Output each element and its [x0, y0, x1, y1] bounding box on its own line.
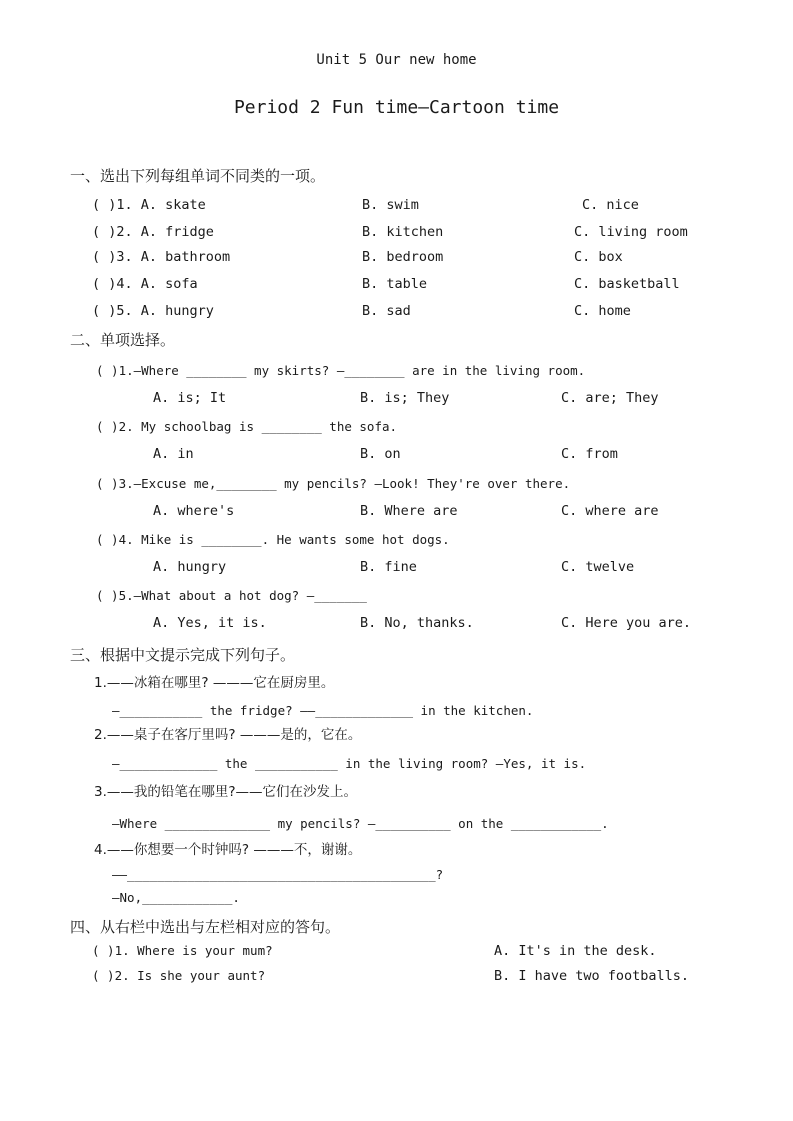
s2-q5-c: C. Here you are. [561, 615, 692, 631]
s1-q2-b: B. kitchen [362, 224, 444, 240]
s2-q4: ( )4. Mike is ________. He wants some hot dogs. [96, 532, 450, 547]
s3-q1-prompt: 1.——冰箱在哪里? ———它在厨房里。 [94, 675, 335, 691]
s1-q5-b: B. sad [362, 303, 411, 319]
unit-title: Unit 5 Our new home [316, 52, 477, 68]
s1-q2-c: C. living room [574, 224, 688, 240]
period-title: Period 2 Fun time—Cartoon time [233, 97, 560, 118]
s4-a1: A. It's in the desk. [494, 943, 657, 959]
s1-q5: ( )5. A. hungry [92, 303, 214, 319]
s3-q4-answer: ——_________________________________________? [112, 867, 444, 882]
s2-q3-c: C. where are [561, 503, 659, 519]
s3-q4-answer-2: —No,____________. [112, 890, 240, 905]
s2-q4-c: C. twelve [561, 559, 635, 575]
s2-q3-a: A. where's [153, 503, 235, 519]
s1-q4-b: B. table [362, 276, 428, 292]
s2-q4-a: A. hungry [153, 559, 227, 575]
s3-q4-prompt: 4.——你想要一个时钟吗? ———不，谢谢。 [94, 842, 362, 858]
s3-q2-prompt: 2.——桌子在客厅里吗? ———是的，它在。 [94, 727, 362, 743]
s2-q1-c: C. are; They [561, 390, 659, 406]
s1-q1-b: B. swim [362, 197, 419, 213]
s2-q2-b: B. on [360, 446, 401, 462]
s2-q1-b: B. is; They [360, 390, 450, 406]
s3-q1-answer: —___________ the fridge? ——_____________ in the kitchen. [112, 703, 534, 718]
s2-q5: ( )5.—What about a hot dog? —_______ [96, 588, 367, 603]
section-4-heading: 四、从右栏中选出与左栏相对应的答句。 [70, 918, 341, 936]
s4-q2: ( )2. Is she your aunt? [92, 968, 266, 983]
s1-q4: ( )4. A. sofa [92, 276, 198, 292]
s4-q1: ( )1. Where is your mum? [92, 943, 273, 958]
s4-a2: B. I have two footballs. [494, 968, 690, 984]
s2-q3: ( )3.—Excuse me,________ my pencils? —Look! They're over there. [96, 476, 571, 491]
s2-q5-b: B. No, thanks. [360, 615, 474, 631]
s2-q2: ( )2. My schoolbag is ________ the sofa. [96, 419, 398, 434]
s2-q2-a: A. in [153, 446, 194, 462]
section-1-heading: 一、选出下列每组单词不同类的一项。 [70, 167, 326, 185]
s2-q2-c: C. from [561, 446, 618, 462]
s1-q3-b: B. bedroom [362, 249, 444, 265]
s2-q1: ( )1.—Where ________ my skirts? —________ are in the living room. [96, 363, 586, 378]
section-3-heading: 三、根据中文提示完成下列句子。 [70, 646, 296, 664]
s1-q1-c: C. nice [582, 197, 639, 213]
s1-q2: ( )2. A. fridge [92, 224, 214, 240]
s3-q2-answer: —_____________ the ___________ in the living room? —Yes, it is. [112, 756, 587, 771]
s2-q3-b: B. Where are [360, 503, 458, 519]
s1-q4-c: C. basketball [574, 276, 680, 292]
s3-q3-prompt: 3.——我的铅笔在哪里?——它们在沙发上。 [94, 784, 358, 800]
s2-q1-a: A. is; It [153, 390, 227, 406]
s1-q3-c: C. box [574, 249, 623, 265]
s2-q5-a: A. Yes, it is. [153, 615, 267, 631]
s2-q4-b: B. fine [360, 559, 417, 575]
s1-q1: ( )1. A. skate [92, 197, 206, 213]
s1-q5-c: C. home [574, 303, 631, 319]
s3-q3-answer: —Where ______________ my pencils? —__________ on the ____________. [112, 816, 609, 831]
s1-q3: ( )3. A. bathroom [92, 249, 231, 265]
section-2-heading: 二、单项选择。 [70, 331, 176, 349]
